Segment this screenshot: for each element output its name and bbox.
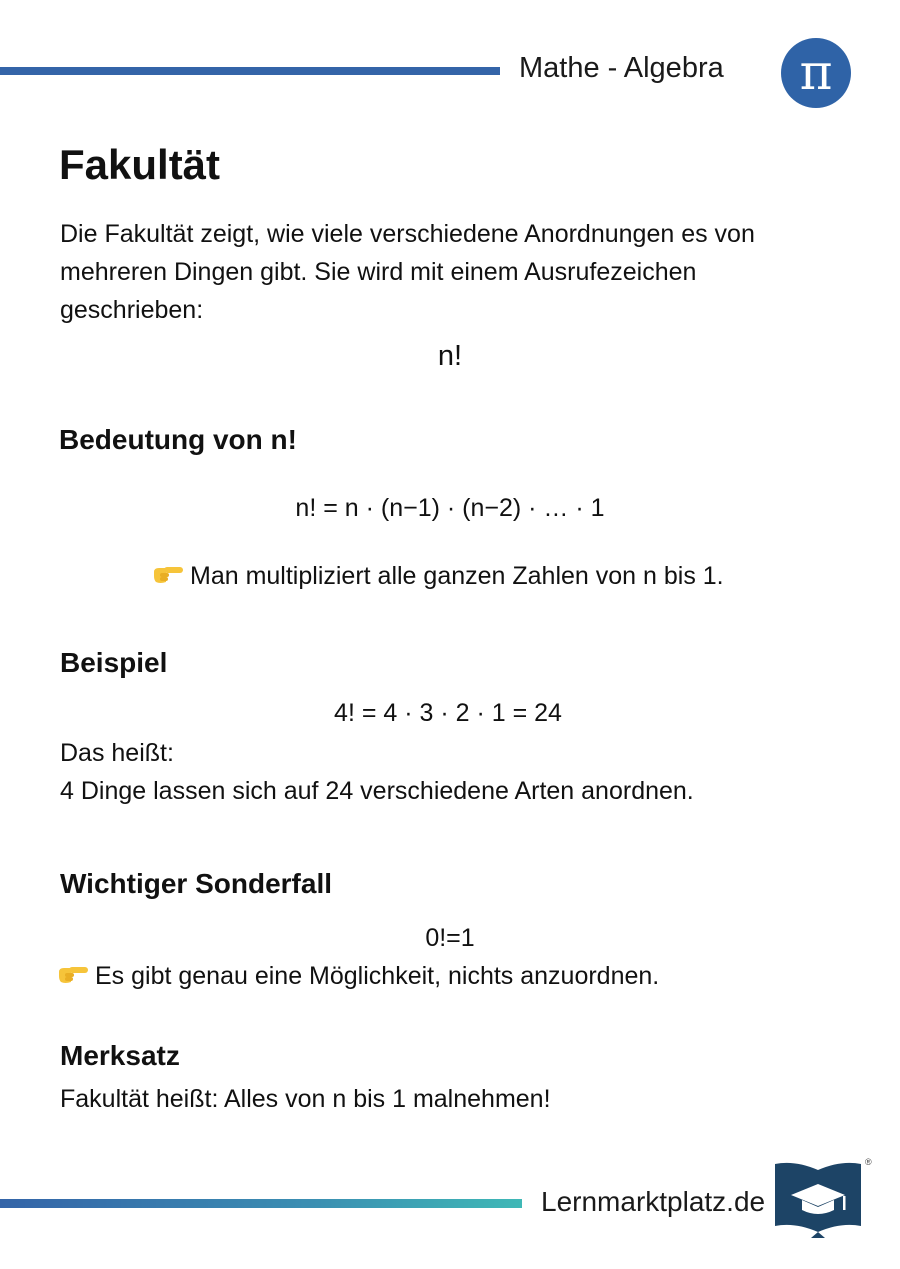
sonderfall-hint (57, 962, 659, 991)
footer-brand: Lernmarktplatz.de (541, 1186, 766, 1217)
beispiel-line-2: 4 Dinge lassen sich auf 24 verschiedene Arten anordnen. (60, 777, 694, 805)
pointing-hand-icon (152, 564, 184, 586)
bedeutung-heading: Bedeutung von n! (59, 424, 297, 455)
beispiel-formula: 4! = 4 · 3 · 2 · 1 = 24 (334, 699, 562, 727)
intro-text: Die Fakultät zeigt, wie viele verschiedene Anordnungen es von mehreren Dingen gibt. Sie wird mit einem Ausrufezeichen geschrieben: (60, 220, 755, 324)
merksatz-text: Fakultät heißt: Alles von n bis 1 malnehmen! (60, 1085, 551, 1113)
book-graduation-cap-logo (771, 1160, 865, 1242)
page-title: Fakultät (59, 141, 221, 188)
beispiel-heading: Beispiel (60, 647, 168, 678)
pointing-hand-icon (57, 964, 89, 986)
bedeutung-hint-text: Man multipliziert alle ganzen Zahlen von n bis 1. (190, 562, 724, 590)
footer-accent-bar (0, 1199, 522, 1208)
bedeutung-formula: n! = n · (n−1) · (n−2) · … · 1 (295, 494, 605, 522)
sonderfall-heading: Wichtiger Sonderfall (60, 868, 333, 899)
notation: n! (437, 340, 463, 372)
merksatz-heading: Merksatz (60, 1040, 180, 1071)
pi-icon (781, 38, 851, 108)
sonderfall-hint-text: Es gibt genau eine Möglichkeit, nichts anzuordnen. (95, 962, 660, 990)
header-accent-bar (0, 67, 500, 75)
pi-symbol: π (799, 43, 833, 101)
bedeutung-hint (152, 562, 724, 591)
sonderfall-formula: 0!=1 (425, 924, 475, 952)
registered-mark: ® (865, 1157, 872, 1167)
header-subject: Mathe - Algebra (519, 52, 724, 84)
beispiel-line-1: Das heißt: (60, 739, 174, 767)
